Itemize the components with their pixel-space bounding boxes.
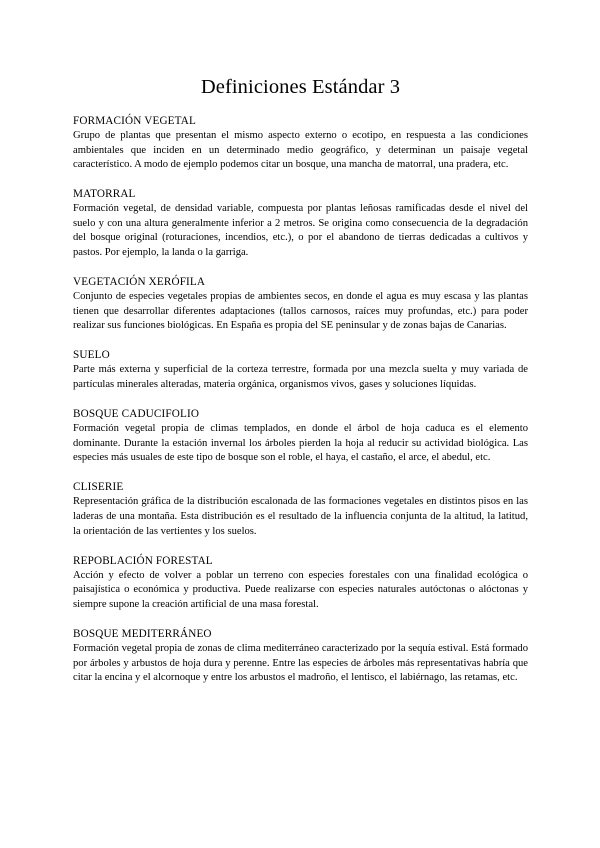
definition-text: Formación vegetal, de densidad variable, compuesta por plantas leñosas ramificadas desde el nivel del suelo y con una altura generalmente inferior a 2 metros. Se origina como consecuencia de la degradación del bosque original (roturaciones, incendios, etc.), o por el abandono de tierras dedicadas a cultivos y pastos. Por ejemplo, la landa o la garriga. [73,203,528,259]
definition-entry-formacion-vegetal [73,114,528,173]
definition-text: Representación gráfica de la distribución escalonada de las formaciones vegetales en distintos pisos en las laderas de una montaña. Esta distribución es el resultado de la influencia conjunta de la altitud, la latitud, la orientación de las vertientes y los suelos. [73,496,528,537]
definition-text: Conjunto de especies vegetales propias de ambientes secos, en donde el agua es muy escasa y las plantas tienen que desarrollar diferentes adaptaciones (tallos carnosos, raíces muy profundas, etc.) para poder realizar sus funciones biológicas. En España es propia del SE peninsular y de zonas bajas de Canarias. [73,291,528,332]
definition-entry-cliserie [73,480,528,539]
definition-entry-bosque-mediterraneo [73,627,528,686]
document-title: Definiciones Estándar 3 [200,76,401,98]
term-heading: MATORRAL [73,188,136,201]
definition-entry-matorral [73,187,528,260]
definition-text: Formación vegetal propia de zonas de clima mediterráneo caracterizado por la sequía estival. Está formado por árboles y arbustos de hoja dura y perenne. Entre las especies de árboles más representativas habría que citar la encina y el alcornoque y entre los arbustos el madroño, el lentisco, el labiérnago, las retamas, etc. [73,642,528,684]
definition-entry-bosque-caducifolio [73,407,528,466]
term-heading: BOSQUE CADUCIFOLIO [73,408,200,421]
term-heading: SUELO [73,349,110,362]
definition-text: Parte más externa y superficial de la corteza terrestre, formada por una mezcla suelta y muy variada de partículas minerales alteradas, materia orgánica, organismos vivos, gases y soluciones líquidas. [73,364,528,391]
term-heading: FORMACIÓN VEGETAL [73,115,196,127]
definition-text: Grupo de plantas que presentan el mismo aspecto externo o ecotipo, en respuesta a las condiciones ambientales que inciden en un determinado medio geográfico, y determinan un paisaje vegetal característico. A modo de ejemplo podemos citar un bosque, una mancha de matorral, una pradera, etc. [73,130,528,171]
definition-text: Acción y efecto de volver a poblar un terreno con especies forestales con una finalidad ecológica o paisajística o económica y productiva. Puede realizarse con especies naturales autóctonas o alóctonas y siempre supone la creación artificial de una masa forestal. [73,569,528,610]
term-heading: REPOBLACIÓN FORESTAL [73,554,213,567]
definition-text: Formación vegetal propia de climas templados, en donde el árbol de hoja caduca es el elemento dominante. Durante la estación invernal los árboles pierden la hoja al reducir su actividad biológica. Las especies más usuales de este tipo de bosque son el roble, el haya, el castaño, el arce, el abedul, etc. [73,423,528,464]
term-heading: BOSQUE MEDITERRÁNEO [73,627,212,640]
term-heading: VEGETACIÓN XERÓFILA [73,276,206,289]
definition-entry-repoblacion-forestal [73,554,528,613]
definition-entry-suelo [73,348,528,392]
term-heading: CLISERIE [73,481,124,494]
definition-entry-vegetacion-xerofila [73,275,528,334]
